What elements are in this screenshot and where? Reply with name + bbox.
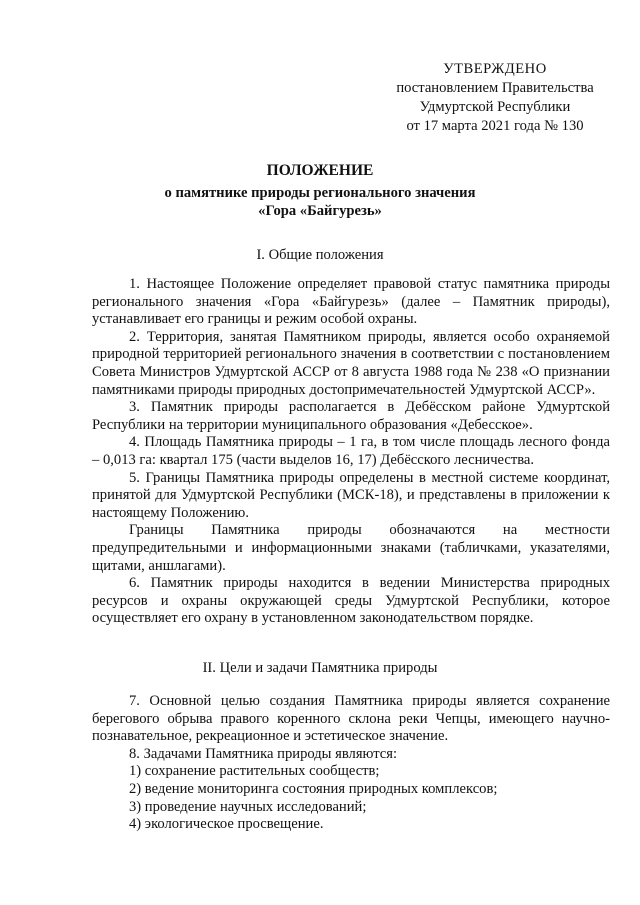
section-1-heading: I. Общие положения: [256, 247, 384, 263]
document-title: [0, 162, 640, 220]
title-subtitle-1: о памятнике природы регионального значения: [164, 185, 476, 201]
section-2-heading: II. Цели и задачи Памятника природы: [202, 660, 438, 676]
approval-head: УТВЕРЖДЕНО: [443, 61, 547, 77]
approval-line-2: Удмуртской Республики: [419, 99, 571, 115]
section-1-body: [92, 276, 610, 628]
approval-line-1: постановлением Правительства: [396, 80, 594, 96]
title-main: ПОЛОЖЕНИЕ: [266, 162, 374, 179]
paragraph-2: 2. Территория, занятая Памятником природы, является особо охраняемой природной территорией регионального значения в соответствии с постановлением Совета Министров Удмуртской АССР от 8 августа 1988 года № 238 «О признании памятниками природы природных достопримечательностей Удмуртской АССР».: [92, 328, 610, 398]
approval-stamp: [380, 60, 610, 136]
paragraph-4: 4. Площадь Памятника природы – 1 га, в том числе площадь лесного фонда – 0,013 га: квартал 175 (части выделов 16, 17) Дебёсского лесничества.: [92, 434, 610, 468]
approval-line-3: от 17 марта 2021 года № 130: [406, 118, 584, 134]
paragraph-1: 1. Настоящее Положение определяет правовой статус памятника природы регионального значения «Гора «Байгурезь» (далее – Памятник природы), устанавливает его границы и режим особой охраны.: [92, 276, 610, 328]
paragraph-8: 8. Задачами Памятника природы являются:: [129, 745, 398, 762]
task-item-2: 2) ведение мониторинга состояния природных комплексов;: [129, 780, 498, 797]
paragraph-5: 5. Границы Памятника природы определены в местной системе координат, принятой для Удмуртской Республики (МСК-18), и представлены в приложении к настоящему Положению.: [92, 469, 610, 521]
paragraph-5-continued: Границы Памятника природы обозначаются на местности предупредительными и информационными знаками (табличками, указателями, щитами, аншлагами).: [92, 522, 610, 574]
task-item-1: 1) сохранение растительных сообществ;: [129, 763, 380, 780]
task-item-4: 4) экологическое просвещение.: [129, 816, 324, 833]
paragraph-3: 3. Памятник природы располагается в Дебёсском районе Удмуртской Республики на территории муниципального образования «Дебесское».: [92, 399, 610, 433]
task-item-3: 3) проведение научных исследований;: [129, 798, 367, 815]
paragraph-7: 7. Основной целью создания Памятника природы является сохранение берегового обрыва правого коренного склона реки Чепцы, имеющего научно-познавательное, рекреационное и эстетическое значение.: [92, 693, 610, 745]
paragraph-6: 6. Памятник природы находится в ведении Министерства природных ресурсов и охраны окружающей среды Удмуртской Республики, которое осуществляет его охрану в установленном законодательством порядке.: [92, 575, 610, 627]
section-2-body: [92, 693, 610, 834]
title-subtitle-2: «Гора «Байгурезь»: [258, 203, 382, 219]
